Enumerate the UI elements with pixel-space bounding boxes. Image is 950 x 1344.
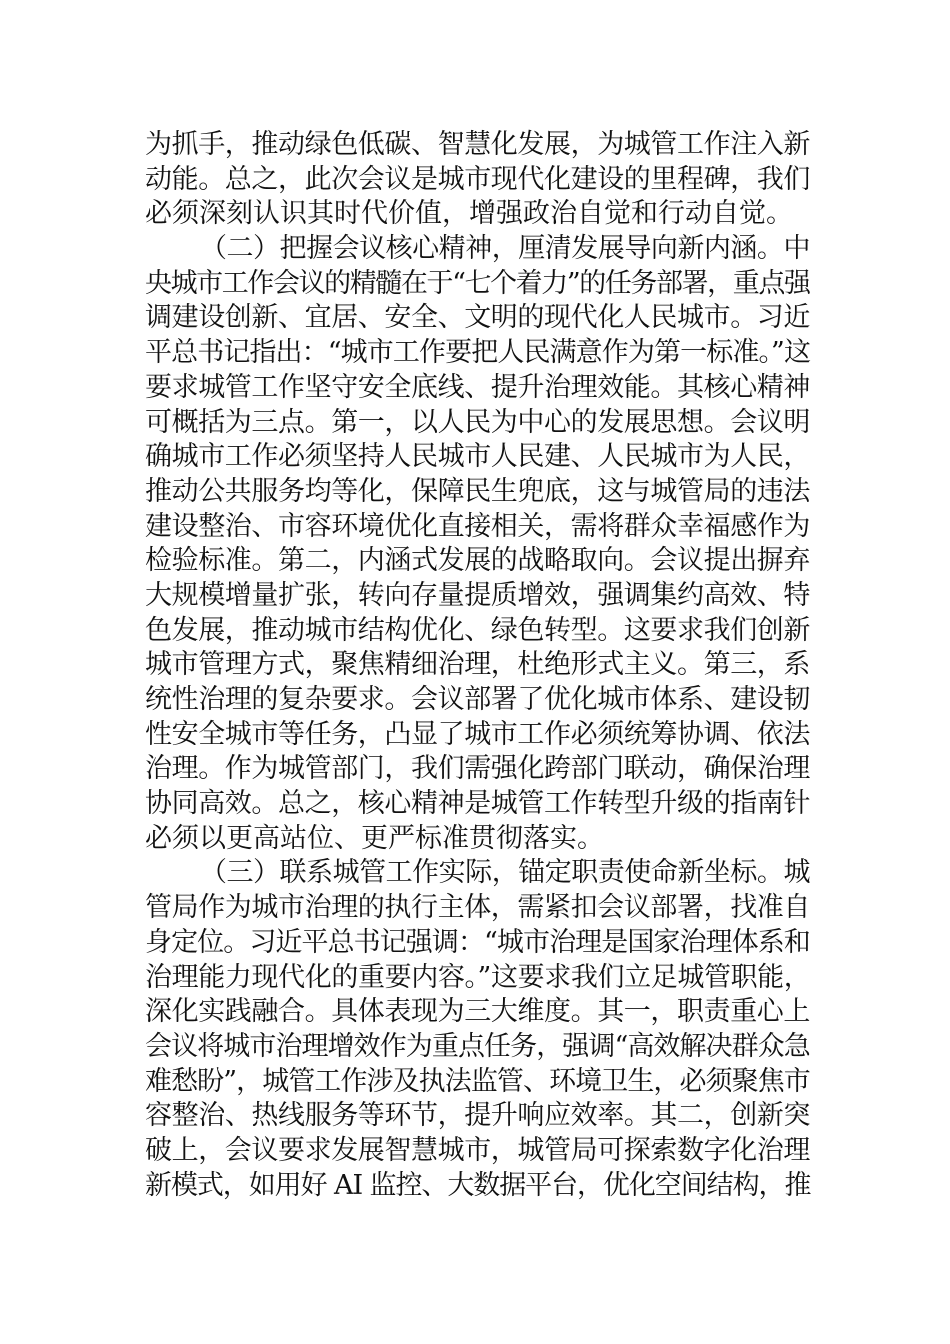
- text-line: 难愁盼”，城管工作涉及执法监管、环境卫生，必须聚焦市: [145, 1065, 810, 1097]
- text-line: 推动公共服务均等化，保障民生兜底，这与城管局的违法: [145, 475, 810, 507]
- text-line: 会议将城市治理增效作为重点任务，强调“高效解决群众急: [145, 1030, 810, 1062]
- text-line: 可概括为三点。第一，以人民为中心的发展思想。会议明: [145, 406, 810, 438]
- text-line: 治理。作为城管部门，我们需强化跨部门联动，确保治理: [145, 753, 810, 785]
- text-line: 城市管理方式，聚焦精细治理，杜绝形式主义。第三，系: [145, 649, 810, 681]
- text-line: 平总书记指出：“城市工作要把人民满意作为第一标准。”这: [145, 337, 811, 369]
- text-line: 建设整治、市容环境优化直接相关，需将群众幸福感作为: [145, 510, 810, 542]
- text-line: 治理能力现代化的重要内容。”这要求我们立足城管职能，: [145, 961, 811, 993]
- text-line: 检验标准。第二，内涵式发展的战略取向。会议提出摒弃: [145, 545, 810, 577]
- text-line: 大规模增量扩张，转向存量提质增效，强调集约高效、特: [145, 579, 810, 611]
- text-line: 容整治、热线服务等环节，提升响应效率。其二，创新突: [145, 1100, 810, 1132]
- paragraph-start-line: （二）把握会议核心精神，厘清发展导向新内涵。中: [200, 233, 810, 265]
- text-line: 确城市工作必须坚持人民城市人民建、人民城市为人民，: [145, 441, 810, 473]
- text-line: 新模式，如用好 AI 监控、大数据平台，优化空间结构，推: [145, 1169, 811, 1201]
- text-line: 性安全城市等任务，凸显了城市工作必须统筹协调、依法: [145, 718, 810, 750]
- paragraph-start-line: （三）联系城管工作实际，锚定职责使命新坐标。城: [200, 857, 810, 889]
- text-line: 必须深刻认识其时代价值，增强政治自觉和行动自觉。: [145, 198, 793, 230]
- text-line: 要求城管工作坚守安全底线、提升治理效能。其核心精神: [145, 371, 810, 403]
- text-line: 身定位。习近平总书记强调：“城市治理是国家治理体系和: [145, 926, 810, 958]
- text-line: 破上，会议要求发展智慧城市，城管局可探索数字化治理: [145, 1134, 810, 1166]
- text-line: 调建设创新、宜居、安全、文明的现代化人民城市。习近: [145, 302, 810, 334]
- text-line: 为抓手，推动绿色低碳、智慧化发展，为城管工作注入新: [145, 129, 810, 160]
- text-line: 协同高效。总之，核心精神是城管工作转型升级的指南针: [145, 788, 810, 820]
- text-line: 必须以更高站位、更严标准贯彻落实。: [145, 822, 604, 854]
- text-line: 央城市工作会议的精髓在于“七个着力”的任务部署，重点强: [145, 267, 810, 299]
- text-line: 统性治理的复杂要求。会议部署了优化城市体系、建设韧: [145, 684, 810, 715]
- text-line: 色发展，推动城市结构优化、绿色转型。这要求我们创新: [145, 614, 810, 646]
- text-line: 动能。总之，此次会议是城市现代化建设的里程碑，我们: [145, 163, 810, 195]
- text-line: 深化实践融合。具体表现为三大维度。其一，职责重心上: [145, 996, 810, 1028]
- text-line: 管局作为城市治理的执行主体，需紧扣会议部署，找准自: [145, 892, 810, 924]
- body-text: [145, 128, 810, 1203]
